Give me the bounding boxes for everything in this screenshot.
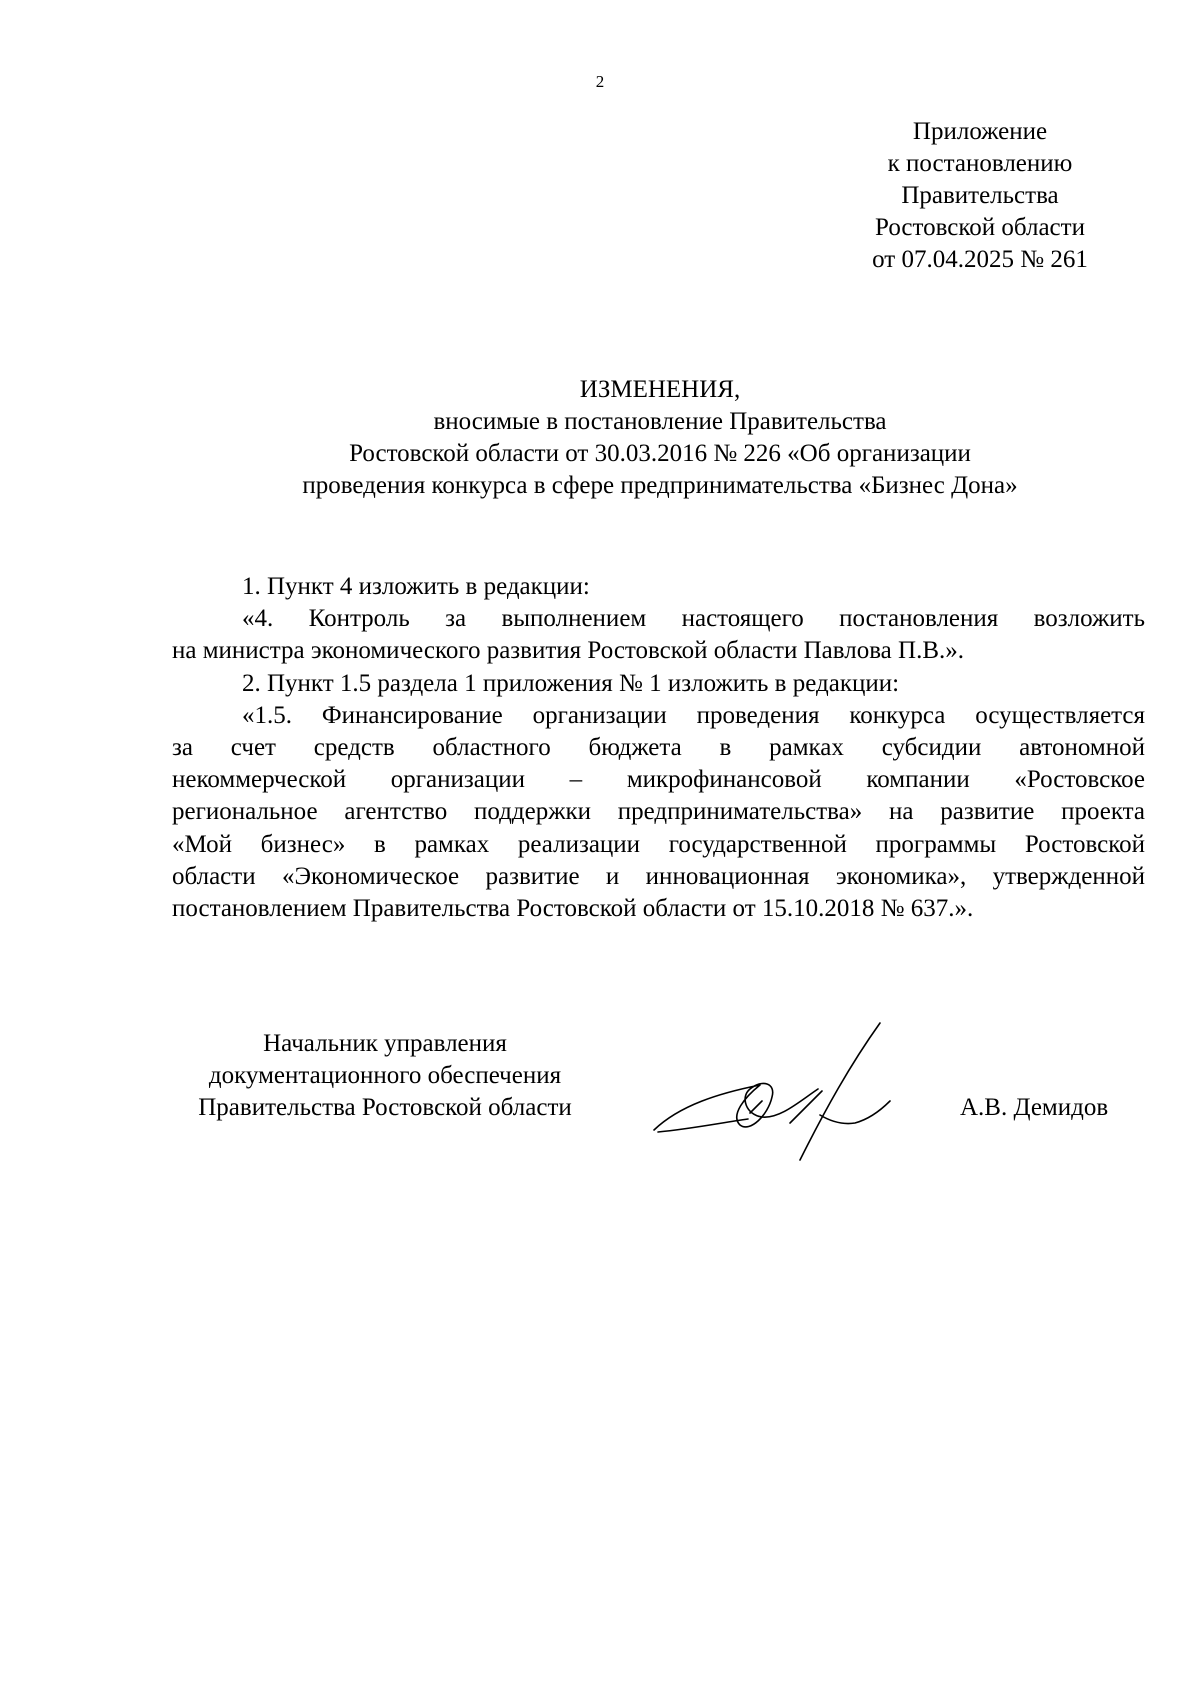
appendix-block [840,116,1120,276]
item-2-quote-line: области «Экономическое развитие и инновационная экономика», утвержденной [172,862,1145,890]
title-line: вносимые в постановление Правительства [433,408,887,435]
document-body [172,571,1145,925]
signer-position [160,1028,610,1124]
appendix-line: к постановлению [887,150,1073,177]
title-line: проведения конкурса в сфере предпринимательства «Бизнес Дона» [302,472,1018,499]
item-1: 1. Пункт 4 изложить в редакции: [242,573,590,600]
item-2-quote-line: некоммерческой организации – микрофинансовой компании «Ростовское [172,766,1145,794]
page-number: 2 [595,72,605,91]
signer-name: А.В. Демидов [960,1094,1109,1121]
document-title [170,374,1150,502]
handwritten-signature [650,1005,950,1165]
position-line: Начальник управления [263,1030,507,1057]
position-line: Правительства Ростовской области [198,1094,572,1121]
appendix-line: Правительства [901,182,1059,209]
item-2-quote-line: «1.5. Финансирование организации проведения конкурса осуществляется [242,701,1145,729]
title-heading: ИЗМЕНЕНИЯ, [579,376,741,403]
title-line: Ростовской области от 30.03.2016 № 226 «Об организации [349,440,971,467]
position-line: документационного обеспечения [208,1062,562,1089]
appendix-line: Ростовской области [875,214,1085,241]
item-1-quote-line: на министра экономического развития Ростовской области Павлова П.В.». [172,637,964,665]
item-2-quote-line: за счет средств областного бюджета в рамках субсидии автономной [172,734,1145,762]
item-2-quote-line: «Мой бизнес» в рамках реализации государственной программы Ростовской [172,830,1145,858]
item-2: 2. Пункт 1.5 раздела 1 приложения № 1 изложить в редакции: [242,669,900,697]
appendix-line: от 07.04.2025 № 261 [872,246,1088,273]
item-2-quote-line: региональное агентство поддержки предпринимательства» на развитие проекта [172,798,1145,826]
item-2-quote-line: постановлением Правительства Ростовской области от 15.10.2018 № 637.». [172,895,974,923]
item-1-quote-line: «4. Контроль за выполнением настоящего постановления возложить [242,605,1145,633]
appendix-line: Приложение [912,118,1048,145]
